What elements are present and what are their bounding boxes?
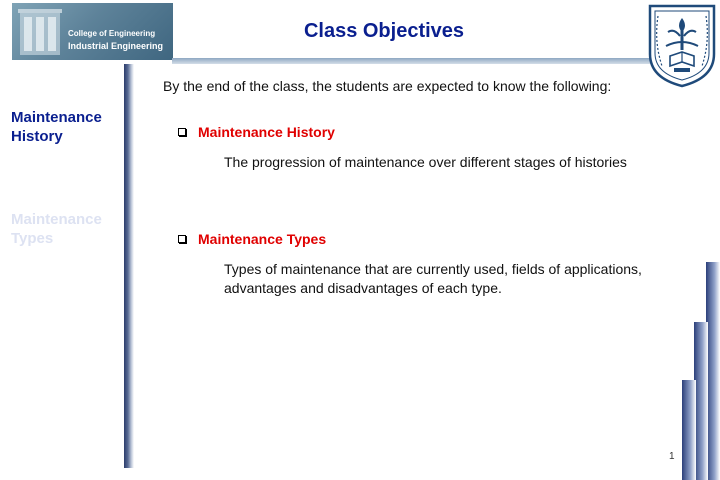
objective-item-history xyxy=(178,124,335,140)
logo-department-text: Industrial Engineering xyxy=(68,41,164,51)
objective-title: Maintenance Types xyxy=(198,231,327,247)
university-seal-icon xyxy=(646,2,718,88)
building-icon xyxy=(18,7,62,57)
sidebar-item-maintenance-types[interactable]: Maintenance Types xyxy=(11,211,102,247)
objective-description: The progression of maintenance over different stages of histories xyxy=(224,154,627,170)
header-divider xyxy=(172,58,650,64)
logo-college-text: College of Engineering xyxy=(68,29,156,38)
decorative-bar xyxy=(682,380,696,480)
square-bullet-icon xyxy=(178,128,186,136)
objective-title: Maintenance History xyxy=(198,124,335,140)
page-title: Class Objectives xyxy=(303,20,465,42)
decorative-bar xyxy=(694,322,708,480)
sidebar-divider xyxy=(124,64,134,468)
square-bullet-icon xyxy=(178,235,186,243)
sidebar xyxy=(0,62,124,480)
college-logo-banner xyxy=(12,3,173,60)
slide-number: 1 xyxy=(669,451,675,462)
sidebar-item-maintenance-history[interactable]: Maintenance History xyxy=(11,109,102,145)
decorative-bar xyxy=(706,262,720,480)
intro-text: By the end of the class, the students are expected to know the following: xyxy=(163,78,612,94)
objective-description: Types of maintenance that are currently used, fields of applications, advantages and disadvantages of each type. xyxy=(224,261,642,296)
objective-item-types xyxy=(178,231,326,247)
